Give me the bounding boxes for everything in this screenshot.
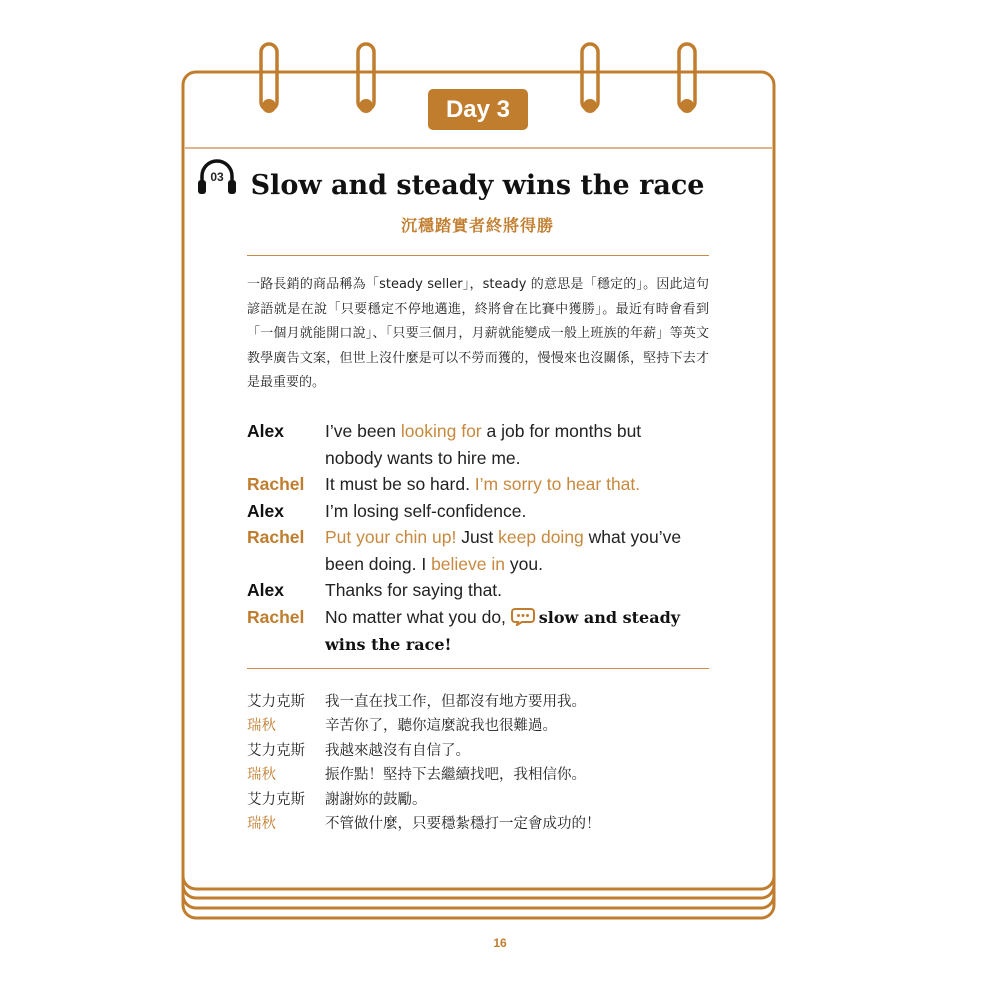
proverb-text: slow and steady	[538, 607, 681, 627]
speaker-name-zh: 瑞秋	[247, 816, 276, 833]
proverb-text: wins the race!	[325, 635, 452, 654]
dialogue-line	[247, 524, 717, 577]
translation-line	[247, 788, 717, 812]
speaker-name: Rachel	[247, 474, 305, 494]
explanation-text: 一路長銷的商品稱為「steady seller」，steady 的意思是「穩定的」。因此這句諺語就是在說「只要穩定不停地邁進，終將會在比賽中獲勝」。最近有時會看到「一個月就能開口說」、「只要三個月，月薪就能變成一般上班族的年薪」等英文教學廣告文案，但世上沒什麼是可以不勞而獲的，慢慢來也沒關係，堅持下去才是最重要的。	[247, 277, 709, 390]
audio-track-number: 03	[210, 170, 224, 184]
translation-text: 辛苦你了，聽你這麼說我也很難過。	[325, 718, 557, 735]
translation-text: 不管做什麼，只要穩紮穩打一定會成功的！	[325, 816, 601, 833]
dialogue-line	[247, 577, 717, 604]
day-badge: Day 3	[428, 89, 528, 130]
speaker-name-zh: 艾力克斯	[247, 742, 305, 759]
utterance-text: Just	[456, 527, 499, 547]
page-number: 16	[493, 936, 507, 950]
highlight-phrase: I’m sorry to hear that.	[474, 474, 641, 494]
speaker-name: Alex	[247, 421, 284, 441]
highlight-phrase: Put your chin up!	[325, 527, 457, 547]
translation-text: 我越來越沒有自信了。	[325, 742, 470, 759]
dialogue	[247, 418, 717, 659]
speaker-name-zh: 艾力克斯	[247, 694, 305, 710]
dialogue-line	[247, 471, 717, 498]
translation-line	[247, 763, 717, 787]
translation	[247, 690, 717, 836]
translation-line	[247, 812, 717, 836]
translation-text: 振作點！堅持下去繼續找吧，我相信你。	[325, 767, 586, 784]
utterance-text: nobody wants to hire me.	[325, 447, 521, 468]
dialogue-line	[247, 498, 717, 525]
speaker-name: Alex	[247, 500, 284, 521]
utterance-text: you.	[505, 553, 543, 574]
translation-line	[247, 739, 717, 763]
utterance-text: Thanks for saying that.	[325, 580, 503, 600]
utterance-text: a job for months but	[481, 421, 642, 441]
utterance-text: No matter what you do,	[325, 606, 511, 627]
speaker-name: Rachel	[247, 527, 305, 547]
speaker-name-zh: 艾力克斯	[247, 791, 305, 808]
page-subtitle: 沉穩踏實者終將得勝	[400, 216, 554, 235]
speaker-name-zh: 瑞秋	[247, 718, 276, 735]
divider	[247, 255, 709, 256]
utterance-text: what you’ve	[583, 527, 682, 547]
translation-text: 我一直在找工作，但都沒有地方要用我。	[325, 694, 586, 710]
speaker-name: Alex	[247, 580, 284, 600]
highlight-phrase: looking for	[400, 421, 482, 441]
speech-bubble-icon	[511, 608, 535, 626]
dialogue-line	[247, 418, 717, 471]
page-title: Slow and steady wins the race	[250, 170, 705, 201]
utterance-text: I’m losing self-confidence.	[325, 500, 527, 521]
utterance-text: It must be so hard.	[325, 474, 475, 494]
utterance-text: I’ve been	[325, 421, 401, 441]
speaker-name-zh: 瑞秋	[247, 767, 276, 784]
translation-line	[247, 690, 717, 714]
highlight-phrase: believe in	[431, 553, 506, 574]
translation-text: 謝謝妳的鼓勵。	[325, 791, 427, 808]
speaker-name: Rachel	[247, 606, 305, 627]
divider	[247, 668, 709, 669]
translation-line	[247, 714, 717, 738]
highlight-phrase: keep doing	[498, 527, 584, 547]
utterance-text: been doing. I	[325, 553, 432, 574]
dialogue-line	[247, 604, 717, 659]
